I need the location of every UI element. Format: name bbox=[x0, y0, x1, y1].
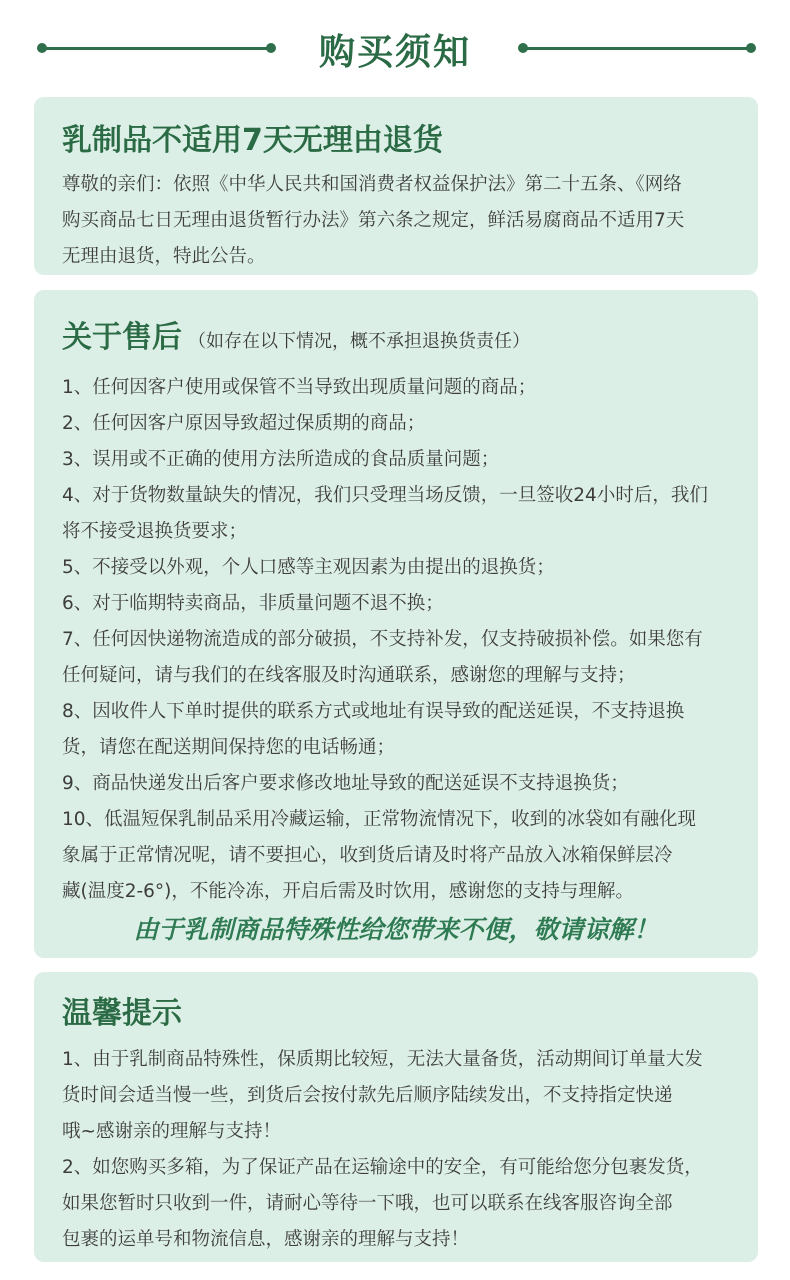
after-sales-subtitle: （如存在以下情况，概不承担退换货责任） bbox=[188, 331, 530, 352]
text-line: 藏(温度2-6°)，不能冷冻，开启后需及时饮用，感谢您的支持与理解。 bbox=[62, 881, 634, 902]
text-line: 包裹的运单号和物流信息，感谢亲的理解与支持！ bbox=[62, 1229, 470, 1250]
text-line: 哦~感谢亲的理解与支持！ bbox=[62, 1121, 282, 1142]
text-line: 1、由于乳制商品特殊性，保质期比较短，无法大量备货，活动期间订单量大发 bbox=[62, 1049, 703, 1070]
after-sales-card bbox=[34, 290, 758, 958]
header bbox=[0, 0, 790, 95]
text-line: 9、商品快递发出后客户要求修改地址导致的配送延误不支持退换货； bbox=[62, 773, 629, 794]
text-line: 7、任何因快递物流造成的部分破损，不支持补发，仅支持破损补偿。如果您有 bbox=[62, 629, 703, 650]
divider-dot bbox=[746, 43, 756, 53]
divider-dot bbox=[518, 43, 528, 53]
return-policy-card bbox=[34, 97, 758, 275]
tips-list bbox=[62, 1042, 742, 1258]
tips-title: 温馨提示 bbox=[62, 996, 182, 1031]
text-line: 尊敬的亲们：依照《中华人民共和国消费者权益保护法》第二十五条、《网络 bbox=[62, 174, 682, 195]
text-line: 2、任何因客户原因导致超过保质期的商品； bbox=[62, 413, 426, 434]
tips-card bbox=[34, 972, 758, 1262]
text-line: 象属于正常情况呢，请不要担心，收到货后请及时将产品放入冰箱保鲜层冷 bbox=[62, 845, 673, 866]
after-sales-list bbox=[62, 370, 742, 910]
return-policy-text bbox=[62, 167, 742, 275]
after-sales-title: 关于售后 bbox=[62, 320, 182, 355]
text-line: 8、因收件人下单时提供的联系方式或地址有误导致的配送延误，不支持退换 bbox=[62, 701, 685, 722]
text-line: 货，请您在配送期间保持您的电话畅通； bbox=[62, 737, 396, 758]
text-line: 3、误用或不正确的使用方法所造成的食品质量问题； bbox=[62, 449, 500, 470]
return-policy-title: 乳制品不适用7天无理由退货 bbox=[62, 123, 443, 158]
left-divider bbox=[42, 47, 270, 50]
after-sales-heading bbox=[62, 312, 530, 356]
text-line: 2、如您购买多箱，为了保证产品在运输途中的安全，有可能给您分包裹发货， bbox=[62, 1157, 703, 1178]
text-line: 将不接受退换货要求； bbox=[62, 521, 248, 542]
text-line: 4、对于货物数量缺失的情况，我们只受理当场反馈，一旦签收24小时后，我们 bbox=[62, 485, 708, 506]
right-divider bbox=[522, 47, 750, 50]
page-title: 购买须知 bbox=[318, 32, 471, 73]
text-line: 6、对于临期特卖商品，非质量问题不退不换； bbox=[62, 593, 444, 614]
text-line: 货时间会适当慢一些，到货后会按付款先后顺序陆续发出，不支持指定快递 bbox=[62, 1085, 673, 1106]
text-line: 1、任何因客户使用或保管不当导致出现质量问题的商品； bbox=[62, 377, 537, 398]
text-line: 5、不接受以外观，个人口感等主观因素为由提出的退换货； bbox=[62, 557, 555, 578]
text-line: 无理由退货，特此公告。 bbox=[62, 246, 266, 267]
text-line: 购买商品七日无理由退货暂行办法》第六条之规定，鲜活易腐商品不适用7天 bbox=[62, 210, 685, 231]
text-line: 如果您暂时只收到一件，请耐心等待一下哦，也可以联系在线客服咨询全部 bbox=[62, 1193, 673, 1214]
text-line: 10、低温短保乳制品采用冷藏运输，正常物流情况下，收到的冰袋如有融化现 bbox=[62, 809, 697, 830]
text-line: 任何疑问，请与我们的在线客服及时沟通联系，感谢您的理解与支持； bbox=[62, 665, 636, 686]
divider-dot bbox=[37, 43, 47, 53]
apology-notice: 由于乳制商品特殊性给您带来不便，敬请谅解！ bbox=[133, 915, 659, 944]
